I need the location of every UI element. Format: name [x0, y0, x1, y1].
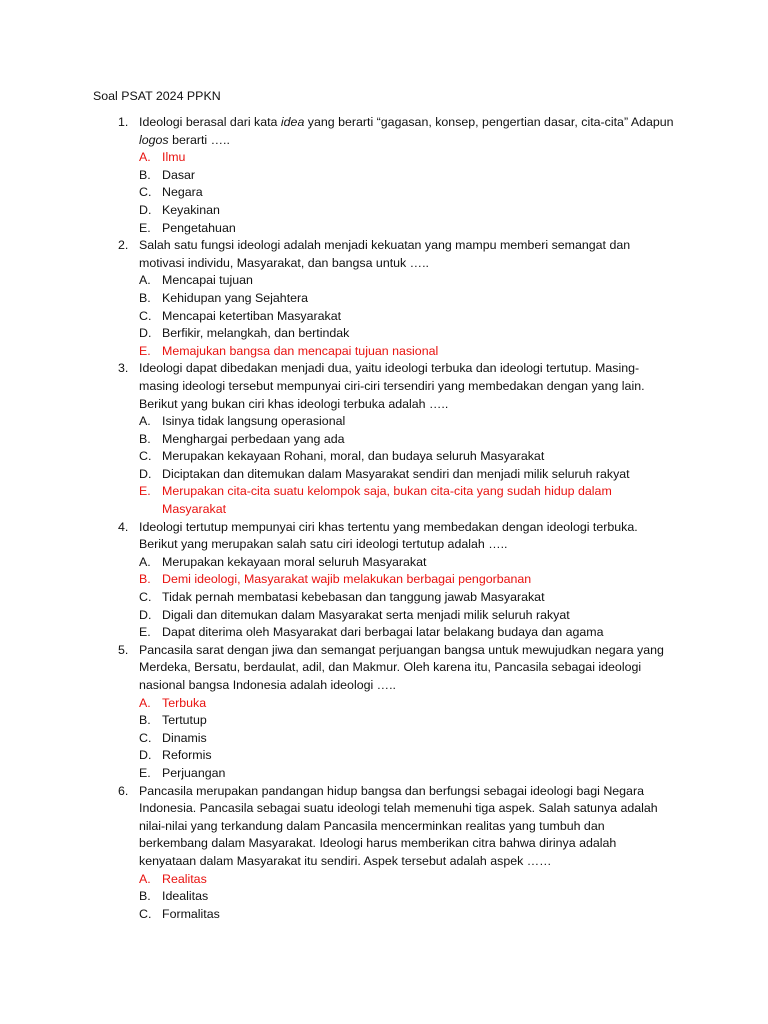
option-text: Dasar [162, 167, 196, 182]
question-text [139, 783, 675, 871]
option-text: Kehidupan yang Sejahtera [162, 290, 309, 305]
option-text: Merupakan cita-cita suatu kelompok saja, bukan cita-cita yang sudah hidup dalam Masyarakat [162, 484, 612, 517]
question-text-segment: berarti ….. [168, 132, 230, 147]
answer-option [0, 624, 768, 642]
option-letter: A. [139, 554, 151, 569]
option-letter: A. [139, 414, 151, 429]
question-text-segment: Ideologi tertutup mempunyai ciri khas tertentu yang membedakan dengan ideologi terbuka. Berikut yang merupakan salah satu ciri ideologi tertutup adalah ….. [139, 519, 638, 552]
option-letter: B. [139, 167, 151, 182]
answer-option [0, 167, 768, 185]
answer-option-correct [0, 695, 768, 713]
option-letter: D. [139, 748, 152, 763]
option-text: Tertutup [162, 713, 207, 728]
question-text [139, 237, 675, 272]
option-text: Dinamis [162, 730, 207, 745]
option-letter: D. [139, 466, 152, 481]
answer-option-correct [0, 871, 768, 889]
question-number: 3. [118, 361, 129, 376]
question-text-segment: Ideologi berasal dari kata [139, 115, 281, 129]
option-letter: C. [139, 185, 152, 200]
answer-option [0, 765, 768, 783]
answer-option [0, 906, 768, 924]
option-text: Isinya tidak langsung operasional [162, 414, 346, 429]
answer-option [0, 325, 768, 343]
answer-option [0, 290, 768, 308]
option-text: Terbuka [162, 695, 207, 710]
question-text-italic-term: idea [280, 115, 305, 129]
option-letter: E. [139, 220, 151, 235]
option-letter: B. [139, 572, 151, 587]
option-letter: A. [139, 695, 151, 710]
answer-option [0, 184, 768, 202]
option-text: Dapat diterima oleh Masyarakat dari berbagai latar belakang budaya dan agama [162, 625, 604, 640]
option-letter: E. [139, 765, 151, 780]
answer-option [0, 607, 768, 625]
answer-option [0, 448, 768, 466]
option-text: Mencapai ketertiban Masyarakat [162, 308, 342, 323]
question-item [0, 360, 768, 518]
option-letter: D. [139, 326, 152, 341]
option-letter: E. [139, 625, 151, 640]
question-item [0, 519, 768, 642]
option-text: Pengetahuan [162, 220, 236, 235]
answer-option [0, 220, 768, 238]
option-letter: C. [139, 730, 152, 745]
option-text: Berfikir, melangkah, dan bertindak [162, 326, 350, 341]
option-text: Digali dan ditemukan dalam Masyarakat serta menjadi milik seluruh rakyat [162, 607, 570, 622]
answer-option-correct [0, 343, 768, 361]
option-text: Reformis [162, 748, 212, 763]
option-text: Ilmu [162, 150, 186, 165]
answer-option [0, 589, 768, 607]
option-letter: A. [139, 273, 151, 288]
question-list [0, 114, 768, 923]
answer-option-correct [0, 571, 768, 589]
option-text: Realitas [162, 871, 207, 886]
answer-option [0, 272, 768, 290]
option-text: Merupakan kekayaan moral seluruh Masyarakat [162, 554, 427, 569]
question-number: 2. [118, 238, 129, 253]
option-letter: D. [139, 607, 152, 622]
answer-option [0, 747, 768, 765]
option-letter: B. [139, 290, 151, 305]
question-text-segment: Ideologi dapat dibedakan menjadi dua, yaitu ideologi terbuka dan ideologi tertutup. Masing-masing ideologi tersebut mempunyai ciri-ciri tersendiri yang membedakan dengan yang lain. Berikut yang bukan ciri khas ideologi terbuka adalah ….. [139, 361, 645, 411]
answer-option [0, 888, 768, 906]
document-title: Soal PSAT 2024 PPKN [93, 89, 221, 103]
option-letter: A. [139, 150, 151, 165]
option-letter: E. [139, 484, 151, 499]
question-text-segment: Pancasila sarat dengan jiwa dan semangat perjuangan bangsa untuk mewujudkan negara yang Merdeka, Bersatu, berdaulat, adil, dan Makmur. Oleh karena itu, Pancasila sebagai ideologi nasional bangsa Indonesia adalah ideologi ….. [139, 642, 664, 692]
option-letter: C. [139, 449, 152, 464]
question-number: 5. [118, 642, 129, 657]
option-letter: B. [139, 889, 151, 904]
option-text: Merupakan kekayaan Rohani, moral, dan budaya seluruh Masyarakat [162, 449, 545, 464]
option-text: Demi ideologi, Masyarakat wajib melakukan berbagai pengorbanan [162, 572, 532, 587]
option-letter: D. [139, 202, 152, 217]
option-letter: A. [139, 871, 151, 886]
question-text [139, 114, 675, 149]
answer-option [0, 431, 768, 449]
option-text: Keyakinan [162, 202, 220, 217]
option-letter: C. [139, 308, 152, 323]
question-item [0, 642, 768, 783]
option-text: Tidak pernah membatasi kebebasan dan tanggung jawab Masyarakat [162, 590, 545, 605]
option-text: Perjuangan [162, 765, 226, 780]
option-letter: E. [139, 343, 151, 358]
answer-option [0, 554, 768, 572]
option-text: Menghargai perbedaan yang ada [162, 431, 345, 446]
answer-option [0, 413, 768, 431]
question-item [0, 237, 768, 360]
answer-option [0, 712, 768, 730]
question-item [0, 783, 768, 924]
answer-option [0, 466, 768, 484]
question-item [0, 114, 768, 237]
option-letter: B. [139, 431, 151, 446]
answer-option [0, 202, 768, 220]
question-text-italic-term: logos [139, 132, 169, 147]
answer-option-correct [0, 483, 768, 518]
answer-option [0, 730, 768, 748]
question-text [139, 360, 675, 413]
option-text: Negara [162, 185, 203, 200]
question-text-segment: Salah satu fungsi ideologi adalah menjadi kekuatan yang mampu memberi semangat dan motivasi individu, Masyarakat, dan bangsa untuk ….. [139, 238, 631, 270]
option-text: Idealitas [162, 889, 209, 904]
answer-option-correct [0, 149, 768, 167]
question-number: 6. [118, 783, 129, 798]
question-text-segment: Pancasila merupakan pandangan hidup bangsa dan berfungsi sebagai ideologi bagi Negara Indonesia. Pancasila sebagai suatu ideologi telah memenuhi tiga aspek. Salah satunya adalah nilai-nilai yang terkandung dalam Pancasila mencerminkan realitas yang tumbuh dan berkembang dalam Masyarakat. Ideologi harus memberikan citra bahwa dirinya adalah kenyataan dalam Masyarakat itu sendiri. Aspek tersebut adalah aspek …… [139, 783, 658, 868]
option-text: Diciptakan dan ditemukan dalam Masyarakat sendiri dan menjadi milik seluruh rakyat [162, 466, 630, 481]
option-text: Mencapai tujuan [162, 273, 253, 288]
option-letter: C. [139, 906, 152, 921]
question-text [139, 519, 675, 554]
question-number: 1. [118, 115, 129, 129]
option-text: Formalitas [162, 906, 220, 921]
option-letter: B. [139, 713, 151, 728]
question-text-segment: yang berarti “gagasan, konsep, pengertian dasar, cita-cita” Adapun [304, 115, 674, 129]
option-text: Memajukan bangsa dan mencapai tujuan nasional [162, 343, 439, 358]
option-letter: C. [139, 590, 152, 605]
question-number: 4. [118, 519, 129, 534]
answer-option [0, 308, 768, 326]
question-text [139, 642, 675, 695]
